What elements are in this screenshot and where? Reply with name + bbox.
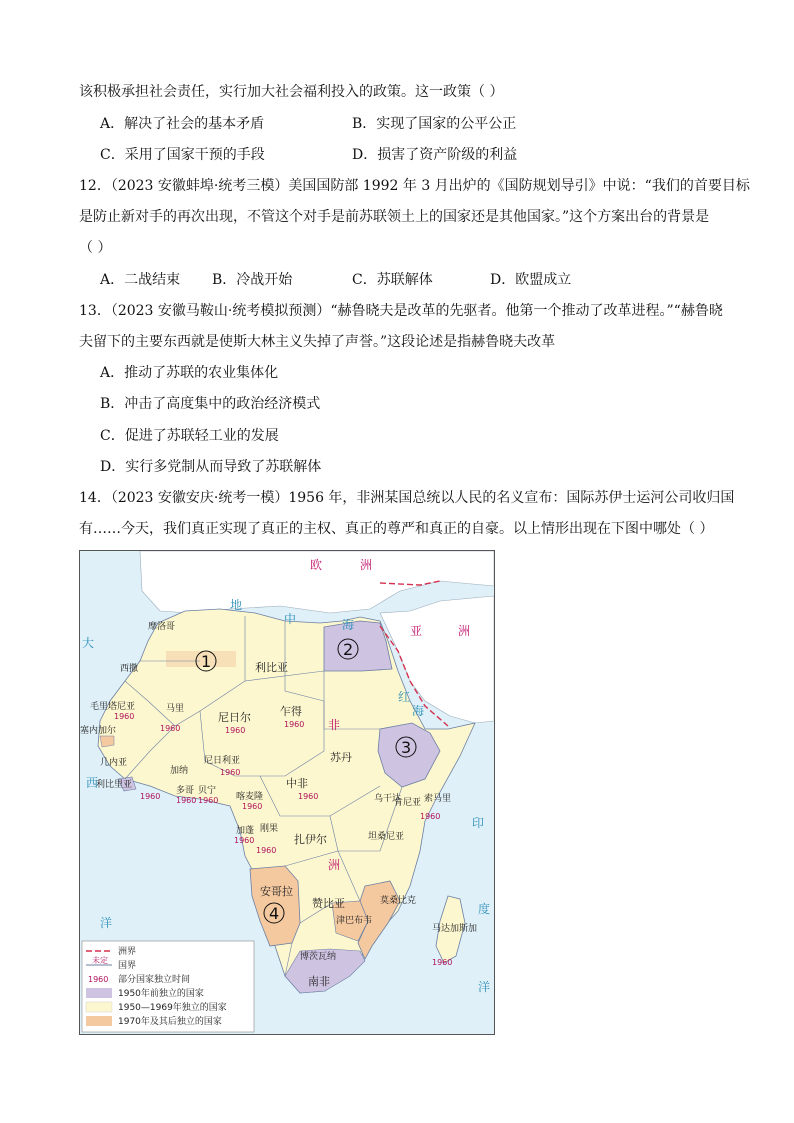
q11-stem: 该积极承担社会责任，实行加大社会福利投入的政策。这一政策（ ） [79,84,504,100]
q14-stem-line1: 14．（2023 安徽安庆·统考一模）1956 年，非洲某国总统以人民的名义宣布：国际苏伊士运河公司收归国 [79,490,735,506]
label-guinea: 几内亚 [100,758,128,768]
year-mali: 1960 [160,724,181,733]
label-med-2: 中 [284,612,297,626]
guineabissau-region [100,736,114,747]
q13-stem-line2: 夫留下的主要东西就是使斯大林主义失掉了声誉。”这段论述是指赫鲁晓夫改革 [79,334,556,350]
label-nigeria: 尼日利亚 [204,756,241,766]
year-madagascar: 1960 [432,958,453,967]
label-benin: 贝宁 [198,786,217,796]
q11-option-a[interactable]: A．解决了社会的基本矛盾 [100,116,265,132]
year-chad: 1960 [284,720,305,729]
label-zaire: 扎伊尔 [294,833,327,846]
label-med-1: 地 [230,598,243,612]
africa-map-svg [80,551,494,1034]
label-uganda: 乌干达 [374,794,402,804]
legend-independence-year: 部分国家独立时间 [118,975,191,985]
label-kenya: 肯尼亚 [394,798,422,808]
year-nigeria: 1960 [220,768,241,777]
year-benin: 1960 [198,796,219,805]
year-somalia: 1960 [420,812,441,821]
label-liberia: 利比里亚 [96,780,133,790]
label-senegal: 塞内加尔 [80,726,117,736]
label-africa-1: 非 [328,718,341,732]
label-europe-1: 欧 [310,558,323,572]
label-indian-2: 度 [478,902,491,916]
label-central-africa: 中非 [286,777,308,790]
legend-continent-border: 洲界 [118,947,137,957]
label-togo: 多哥 [176,786,195,796]
label-west-sahara: 西撒 [120,664,139,674]
label-morocco: 摩洛哥 [148,622,176,632]
svg-text:2: 2 [343,640,354,659]
label-mozambique: 莫桑比克 [380,896,417,906]
q13-option-c[interactable]: C．促进了苏联轻工业的发展 [100,428,279,444]
label-tanzania: 坦桑尼亚 [368,832,405,842]
label-angola: 安哥拉 [260,885,293,898]
map-legend [82,941,254,1032]
q12-stem-line3: （ ） [79,240,112,256]
label-congo: 刚果 [260,824,279,834]
label-africa-2: 洲 [328,858,341,872]
label-libya: 利比亚 [255,661,288,674]
label-red-2: 海 [412,704,425,718]
q11-option-d[interactable]: D．损害了资产阶级的利益 [352,147,518,163]
year-congo: 1960 [256,846,277,855]
label-zambia: 赞比亚 [312,897,345,910]
svg-text:3: 3 [401,738,412,757]
legend-after-1970: 1970年及其后独立的国家 [118,1017,222,1027]
label-ghana: 加纳 [170,766,189,776]
label-niger: 尼日尔 [218,711,251,724]
africa-map [79,550,495,1035]
q14-stem-line2: 有……今天，我们真正实现了真正的主权、真正的尊严和真正的自豪。以上情形出现在下图中哪处（ ） [79,521,714,537]
label-south-africa: 南非 [308,975,330,988]
year-mauritania: 1960 [114,712,135,721]
q11-option-c[interactable]: C．采用了国家干预的手段 [100,147,265,163]
q12-option-d[interactable]: D．欧盟成立 [490,272,572,288]
year-niger: 1960 [225,726,246,735]
label-atlantic-1: 大 [82,636,95,650]
q13-option-a[interactable]: A．推动了苏联的农业集体化 [100,365,279,381]
label-atlantic-2: 西 [86,776,99,790]
q12-option-c[interactable]: C．苏联解体 [352,272,433,288]
legend-year-sample: 1960 [88,975,109,984]
q11-option-b[interactable]: B．实现了国家的公平公正 [352,116,517,132]
q12-stem-line1: 12．（2023 安徽蚌埠·统考三模）美国国防部 1992 年 3 月出炉的《国防规划导引》中说：“我们的首要目标 [79,178,750,194]
label-chad: 乍得 [280,705,302,718]
year-cote: 1960 [140,792,161,801]
svg-text:1: 1 [201,652,212,671]
year-cameroon: 1960 [242,802,263,811]
svg-text:4: 4 [269,904,280,923]
label-med-3: 海 [342,618,355,632]
label-europe-2: 洲 [360,558,373,572]
legend-1950-1969: 1950—1969年独立的国家 [118,1003,227,1013]
legend-before-1950: 1950年前独立的国家 [118,989,204,999]
label-zimbabwe: 津巴布韦 [336,916,373,926]
q13-stem-line1: 13．（2023 安徽马鞍山·统考模拟预测）“赫鲁晓夫是改革的先驱者。他第一个推动了改革进程。”“赫鲁晓 [79,303,723,319]
label-asia-2: 洲 [458,624,471,638]
q12-option-b[interactable]: B．冷战开始 [212,272,293,288]
label-cameroon: 喀麦隆 [236,792,264,802]
label-mali: 马里 [166,704,185,714]
q13-option-b[interactable]: B．冲击了高度集中的政治经济模式 [100,396,321,412]
legend-border-sample: 未定 [92,956,108,965]
label-botswana: 博茨瓦纳 [300,952,337,962]
label-somalia: 索马里 [424,794,452,804]
label-madagascar: 马达加斯加 [432,924,478,934]
label-gabon: 加蓬 [236,826,255,836]
year-togo: 1960 [176,796,197,805]
legend-national-border: 国界 [118,961,137,971]
label-indian-3: 洋 [478,980,491,994]
q12-stem-line2: 是防止新对手的再次出现，不管这个对手是前苏联领土上的国家还是其他国家。”这个方案出台的背景是 [79,209,710,225]
label-indian-1: 印 [472,816,485,830]
year-central-africa: 1960 [298,792,319,801]
label-sudan: 苏丹 [330,751,352,764]
year-gabon: 1960 [234,836,255,845]
label-asia-1: 亚 [410,624,423,638]
q13-option-d[interactable]: D．实行多党制从而导致了苏联解体 [100,459,322,475]
label-red-1: 红 [398,690,411,704]
label-mauritania: 毛里塔尼亚 [90,702,136,712]
q12-option-a[interactable]: A．二战结束 [100,272,181,288]
label-atlantic-3: 洋 [100,916,113,930]
